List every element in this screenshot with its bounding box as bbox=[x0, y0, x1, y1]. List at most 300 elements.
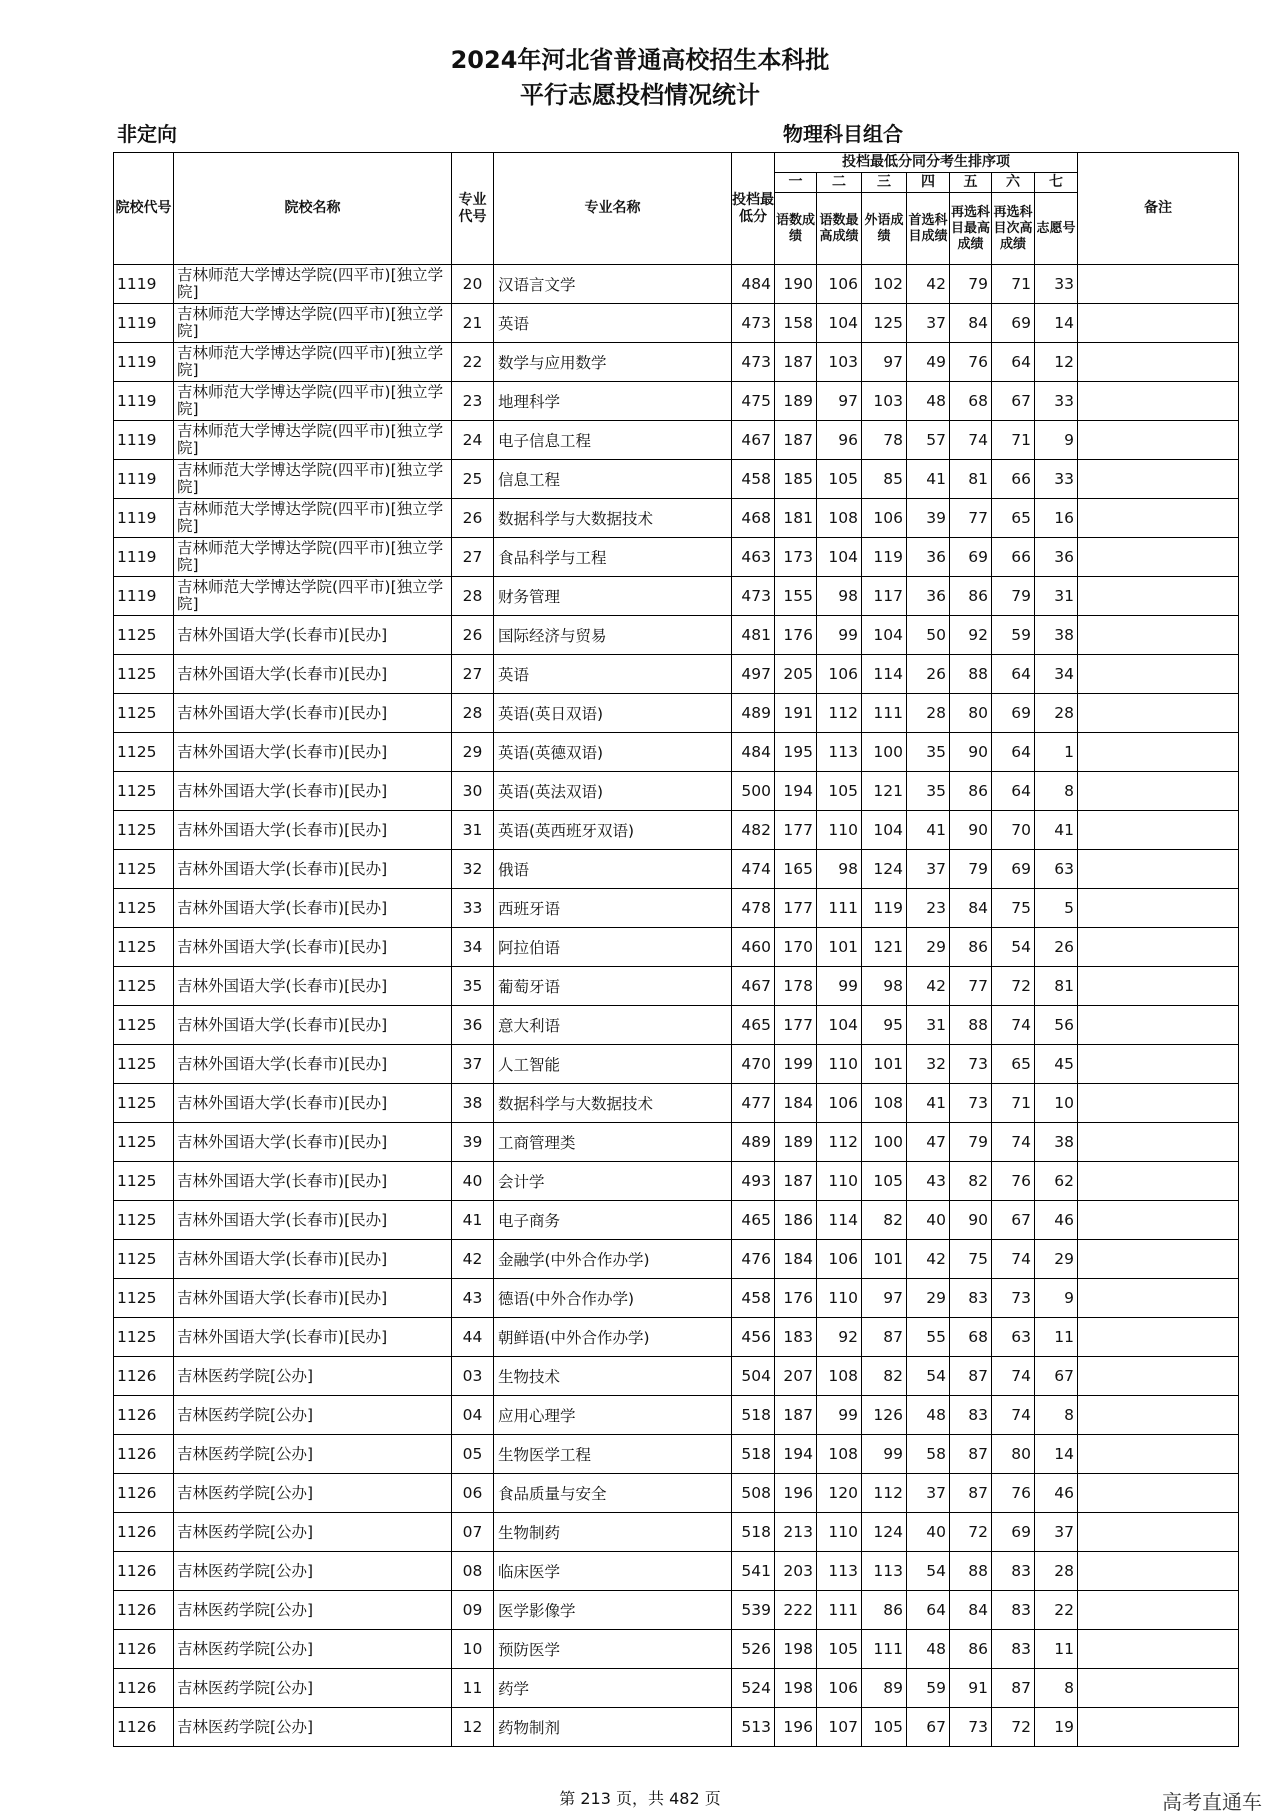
table-row bbox=[114, 538, 1239, 577]
remark-cell bbox=[1078, 577, 1239, 616]
rank6-cell: 72 bbox=[992, 967, 1035, 1006]
school-code-cell: 1126 bbox=[114, 1630, 174, 1669]
rank2-cell: 106 bbox=[817, 1084, 862, 1123]
rank1-cell: 176 bbox=[775, 1279, 817, 1318]
table-row bbox=[114, 811, 1239, 850]
min-score-cell: 473 bbox=[732, 304, 775, 343]
rank5-cell: 68 bbox=[950, 382, 992, 421]
table-row bbox=[114, 1513, 1239, 1552]
table-row bbox=[114, 967, 1239, 1006]
table-header bbox=[114, 153, 1239, 265]
major-code-cell: 32 bbox=[452, 850, 494, 889]
rank5-cell: 86 bbox=[950, 577, 992, 616]
rank2-cell: 99 bbox=[817, 1396, 862, 1435]
remark-cell bbox=[1078, 1708, 1239, 1747]
rank3-cell: 85 bbox=[862, 460, 907, 499]
rank1-cell: 194 bbox=[775, 1435, 817, 1474]
rank6-cell: 59 bbox=[992, 616, 1035, 655]
major-code-cell: 11 bbox=[452, 1669, 494, 1708]
major-name-cell: 朝鲜语(中外合作办学) bbox=[494, 1318, 732, 1357]
rank1-cell: 158 bbox=[775, 304, 817, 343]
rank5-cell: 80 bbox=[950, 694, 992, 733]
rank1-cell: 183 bbox=[775, 1318, 817, 1357]
min-score-cell: 493 bbox=[732, 1162, 775, 1201]
remark-cell bbox=[1078, 499, 1239, 538]
rank1-cell: 190 bbox=[775, 265, 817, 304]
school-name-cell: 吉林医药学院[公办] bbox=[174, 1669, 452, 1708]
rank7-cell: 14 bbox=[1035, 304, 1078, 343]
rank3-cell: 100 bbox=[862, 1123, 907, 1162]
major-name-cell: 俄语 bbox=[494, 850, 732, 889]
rank7-cell: 11 bbox=[1035, 1630, 1078, 1669]
school-name-cell: 吉林外国语大学(长春市)[民办] bbox=[174, 1201, 452, 1240]
school-name-cell: 吉林外国语大学(长春市)[民办] bbox=[174, 616, 452, 655]
major-code-cell: 23 bbox=[452, 382, 494, 421]
header-rank-item-3: 外语成绩 bbox=[862, 193, 907, 265]
rank7-cell: 33 bbox=[1035, 460, 1078, 499]
rank5-cell: 87 bbox=[950, 1357, 992, 1396]
remark-cell bbox=[1078, 1084, 1239, 1123]
major-code-cell: 04 bbox=[452, 1396, 494, 1435]
school-name-cell: 吉林外国语大学(长春市)[民办] bbox=[174, 1318, 452, 1357]
remark-cell bbox=[1078, 1123, 1239, 1162]
school-name-cell: 吉林外国语大学(长春市)[民办] bbox=[174, 967, 452, 1006]
rank1-cell: 194 bbox=[775, 772, 817, 811]
min-score-cell: 489 bbox=[732, 694, 775, 733]
rank1-cell: 196 bbox=[775, 1708, 817, 1747]
rank5-cell: 79 bbox=[950, 1123, 992, 1162]
rank6-cell: 87 bbox=[992, 1669, 1035, 1708]
rank7-cell: 9 bbox=[1035, 1279, 1078, 1318]
rank7-cell: 22 bbox=[1035, 1591, 1078, 1630]
rank5-cell: 73 bbox=[950, 1708, 992, 1747]
major-code-cell: 34 bbox=[452, 928, 494, 967]
rank2-cell: 92 bbox=[817, 1318, 862, 1357]
major-code-cell: 09 bbox=[452, 1591, 494, 1630]
rank7-cell: 8 bbox=[1035, 1396, 1078, 1435]
min-score-cell: 458 bbox=[732, 1279, 775, 1318]
rank2-cell: 120 bbox=[817, 1474, 862, 1513]
header-order-1: 一 bbox=[775, 173, 817, 193]
table-row bbox=[114, 928, 1239, 967]
rank7-cell: 14 bbox=[1035, 1435, 1078, 1474]
table-row bbox=[114, 889, 1239, 928]
major-code-cell: 26 bbox=[452, 499, 494, 538]
header-remark: 备注 bbox=[1078, 153, 1239, 265]
major-name-cell: 数学与应用数学 bbox=[494, 343, 732, 382]
major-name-cell: 阿拉伯语 bbox=[494, 928, 732, 967]
min-score-cell: 467 bbox=[732, 967, 775, 1006]
school-code-cell: 1125 bbox=[114, 1201, 174, 1240]
major-code-cell: 05 bbox=[452, 1435, 494, 1474]
category-label: 非定向 bbox=[117, 122, 177, 146]
rank4-cell: 41 bbox=[907, 460, 950, 499]
school-code-cell: 1125 bbox=[114, 1162, 174, 1201]
rank5-cell: 76 bbox=[950, 343, 992, 382]
school-name-cell: 吉林师范大学博达学院(四平市)[独立学院] bbox=[174, 343, 452, 382]
school-code-cell: 1119 bbox=[114, 421, 174, 460]
rank1-cell: 177 bbox=[775, 1006, 817, 1045]
major-name-cell: 医学影像学 bbox=[494, 1591, 732, 1630]
rank2-cell: 110 bbox=[817, 811, 862, 850]
school-code-cell: 1119 bbox=[114, 460, 174, 499]
rank6-cell: 76 bbox=[992, 1162, 1035, 1201]
rank1-cell: 178 bbox=[775, 967, 817, 1006]
rank3-cell: 98 bbox=[862, 967, 907, 1006]
rank5-cell: 79 bbox=[950, 850, 992, 889]
major-code-cell: 31 bbox=[452, 811, 494, 850]
table-row bbox=[114, 1357, 1239, 1396]
rank1-cell: 191 bbox=[775, 694, 817, 733]
remark-cell bbox=[1078, 850, 1239, 889]
rank1-cell: 170 bbox=[775, 928, 817, 967]
rank2-cell: 98 bbox=[817, 577, 862, 616]
rank1-cell: 177 bbox=[775, 811, 817, 850]
school-name-cell: 吉林医药学院[公办] bbox=[174, 1591, 452, 1630]
header-major-name: 专业名称 bbox=[494, 153, 732, 265]
rank7-cell: 37 bbox=[1035, 1513, 1078, 1552]
rank3-cell: 111 bbox=[862, 1630, 907, 1669]
rank6-cell: 83 bbox=[992, 1591, 1035, 1630]
major-code-cell: 37 bbox=[452, 1045, 494, 1084]
min-score-cell: 474 bbox=[732, 850, 775, 889]
major-name-cell: 工商管理类 bbox=[494, 1123, 732, 1162]
school-code-cell: 1125 bbox=[114, 694, 174, 733]
rank3-cell: 103 bbox=[862, 382, 907, 421]
rank2-cell: 99 bbox=[817, 967, 862, 1006]
school-name-cell: 吉林师范大学博达学院(四平市)[独立学院] bbox=[174, 421, 452, 460]
school-code-cell: 1126 bbox=[114, 1513, 174, 1552]
rank5-cell: 83 bbox=[950, 1396, 992, 1435]
rank2-cell: 110 bbox=[817, 1513, 862, 1552]
remark-cell bbox=[1078, 304, 1239, 343]
table-row bbox=[114, 421, 1239, 460]
rank7-cell: 36 bbox=[1035, 538, 1078, 577]
school-code-cell: 1126 bbox=[114, 1708, 174, 1747]
min-score-cell: 482 bbox=[732, 811, 775, 850]
rank2-cell: 113 bbox=[817, 733, 862, 772]
rank5-cell: 88 bbox=[950, 1006, 992, 1045]
school-code-cell: 1119 bbox=[114, 265, 174, 304]
rank6-cell: 74 bbox=[992, 1396, 1035, 1435]
header-order-4: 四 bbox=[907, 173, 950, 193]
major-name-cell: 金融学(中外合作办学) bbox=[494, 1240, 732, 1279]
remark-cell bbox=[1078, 1435, 1239, 1474]
remark-cell bbox=[1078, 811, 1239, 850]
remark-cell bbox=[1078, 655, 1239, 694]
min-score-cell: 524 bbox=[732, 1669, 775, 1708]
school-code-cell: 1126 bbox=[114, 1474, 174, 1513]
min-score-cell: 473 bbox=[732, 343, 775, 382]
rank7-cell: 28 bbox=[1035, 694, 1078, 733]
school-name-cell: 吉林外国语大学(长春市)[民办] bbox=[174, 1045, 452, 1084]
rank6-cell: 80 bbox=[992, 1435, 1035, 1474]
rank3-cell: 112 bbox=[862, 1474, 907, 1513]
major-name-cell: 人工智能 bbox=[494, 1045, 732, 1084]
rank2-cell: 112 bbox=[817, 1123, 862, 1162]
school-code-cell: 1126 bbox=[114, 1357, 174, 1396]
rank1-cell: 177 bbox=[775, 889, 817, 928]
rank2-cell: 113 bbox=[817, 1552, 862, 1591]
rank3-cell: 125 bbox=[862, 304, 907, 343]
major-code-cell: 07 bbox=[452, 1513, 494, 1552]
rank3-cell: 104 bbox=[862, 811, 907, 850]
min-score-cell: 467 bbox=[732, 421, 775, 460]
min-score-cell: 518 bbox=[732, 1396, 775, 1435]
remark-cell bbox=[1078, 460, 1239, 499]
school-code-cell: 1119 bbox=[114, 382, 174, 421]
rank5-cell: 68 bbox=[950, 1318, 992, 1357]
min-score-cell: 500 bbox=[732, 772, 775, 811]
rank1-cell: 186 bbox=[775, 1201, 817, 1240]
header-rank-item-2: 语数最高成绩 bbox=[817, 193, 862, 265]
school-name-cell: 吉林外国语大学(长春市)[民办] bbox=[174, 694, 452, 733]
rank1-cell: 198 bbox=[775, 1669, 817, 1708]
school-name-cell: 吉林师范大学博达学院(四平市)[独立学院] bbox=[174, 382, 452, 421]
rank3-cell: 97 bbox=[862, 1279, 907, 1318]
rank7-cell: 29 bbox=[1035, 1240, 1078, 1279]
rank2-cell: 110 bbox=[817, 1162, 862, 1201]
remark-cell bbox=[1078, 1357, 1239, 1396]
rank2-cell: 106 bbox=[817, 655, 862, 694]
rank6-cell: 74 bbox=[992, 1006, 1035, 1045]
rank2-cell: 107 bbox=[817, 1708, 862, 1747]
min-score-cell: 478 bbox=[732, 889, 775, 928]
rank6-cell: 65 bbox=[992, 1045, 1035, 1084]
rank7-cell: 46 bbox=[1035, 1201, 1078, 1240]
rank6-cell: 65 bbox=[992, 499, 1035, 538]
school-name-cell: 吉林外国语大学(长春市)[民办] bbox=[174, 928, 452, 967]
min-score-cell: 489 bbox=[732, 1123, 775, 1162]
remark-cell bbox=[1078, 1006, 1239, 1045]
rank2-cell: 101 bbox=[817, 928, 862, 967]
min-score-cell: 497 bbox=[732, 655, 775, 694]
rank2-cell: 108 bbox=[817, 1435, 862, 1474]
min-score-cell: 470 bbox=[732, 1045, 775, 1084]
rank5-cell: 86 bbox=[950, 1630, 992, 1669]
table-row bbox=[114, 499, 1239, 538]
rank5-cell: 84 bbox=[950, 1591, 992, 1630]
document-subtitle: 平行志愿投档情况统计 bbox=[520, 81, 760, 109]
major-name-cell: 预防医学 bbox=[494, 1630, 732, 1669]
school-name-cell: 吉林外国语大学(长春市)[民办] bbox=[174, 772, 452, 811]
min-score-cell: 508 bbox=[732, 1474, 775, 1513]
table-row bbox=[114, 1240, 1239, 1279]
header-order-3: 三 bbox=[862, 173, 907, 193]
min-score-cell: 526 bbox=[732, 1630, 775, 1669]
table-row bbox=[114, 772, 1239, 811]
rank5-cell: 73 bbox=[950, 1045, 992, 1084]
rank3-cell: 124 bbox=[862, 850, 907, 889]
rank1-cell: 199 bbox=[775, 1045, 817, 1084]
header-order-5: 五 bbox=[950, 173, 992, 193]
rank7-cell: 10 bbox=[1035, 1084, 1078, 1123]
min-score-cell: 518 bbox=[732, 1435, 775, 1474]
rank3-cell: 105 bbox=[862, 1162, 907, 1201]
rank5-cell: 83 bbox=[950, 1279, 992, 1318]
school-name-cell: 吉林外国语大学(长春市)[民办] bbox=[174, 1240, 452, 1279]
min-score-cell: 468 bbox=[732, 499, 775, 538]
rank6-cell: 67 bbox=[992, 382, 1035, 421]
header-major-code: 专业代号 bbox=[452, 153, 494, 265]
rank4-cell: 54 bbox=[907, 1552, 950, 1591]
header-ranking-group: 投档最低分同分考生排序项 bbox=[775, 153, 1078, 173]
rank6-cell: 67 bbox=[992, 1201, 1035, 1240]
table-row bbox=[114, 616, 1239, 655]
major-name-cell: 应用心理学 bbox=[494, 1396, 732, 1435]
school-name-cell: 吉林师范大学博达学院(四平市)[独立学院] bbox=[174, 538, 452, 577]
rank4-cell: 37 bbox=[907, 1474, 950, 1513]
rank2-cell: 105 bbox=[817, 1630, 862, 1669]
rank4-cell: 48 bbox=[907, 382, 950, 421]
header-rank-item-4: 首选科目成绩 bbox=[907, 193, 950, 265]
rank6-cell: 70 bbox=[992, 811, 1035, 850]
major-code-cell: 41 bbox=[452, 1201, 494, 1240]
major-code-cell: 35 bbox=[452, 967, 494, 1006]
table-row bbox=[114, 1552, 1239, 1591]
remark-cell bbox=[1078, 343, 1239, 382]
rank6-cell: 66 bbox=[992, 538, 1035, 577]
rank6-cell: 69 bbox=[992, 1513, 1035, 1552]
rank3-cell: 82 bbox=[862, 1357, 907, 1396]
major-code-cell: 24 bbox=[452, 421, 494, 460]
major-code-cell: 39 bbox=[452, 1123, 494, 1162]
major-name-cell: 英语(英西班牙双语) bbox=[494, 811, 732, 850]
rank3-cell: 114 bbox=[862, 655, 907, 694]
major-name-cell: 食品科学与工程 bbox=[494, 538, 732, 577]
major-code-cell: 25 bbox=[452, 460, 494, 499]
min-score-cell: 465 bbox=[732, 1201, 775, 1240]
rank5-cell: 74 bbox=[950, 421, 992, 460]
school-code-cell: 1125 bbox=[114, 1084, 174, 1123]
rank4-cell: 42 bbox=[907, 1240, 950, 1279]
rank5-cell: 81 bbox=[950, 460, 992, 499]
major-code-cell: 26 bbox=[452, 616, 494, 655]
rank6-cell: 73 bbox=[992, 1279, 1035, 1318]
rank7-cell: 62 bbox=[1035, 1162, 1078, 1201]
rank7-cell: 28 bbox=[1035, 1552, 1078, 1591]
table-row bbox=[114, 265, 1239, 304]
rank3-cell: 101 bbox=[862, 1240, 907, 1279]
rank2-cell: 108 bbox=[817, 1357, 862, 1396]
major-code-cell: 36 bbox=[452, 1006, 494, 1045]
remark-cell bbox=[1078, 1240, 1239, 1279]
major-code-cell: 06 bbox=[452, 1474, 494, 1513]
school-code-cell: 1125 bbox=[114, 1279, 174, 1318]
min-score-cell: 484 bbox=[732, 733, 775, 772]
rank3-cell: 113 bbox=[862, 1552, 907, 1591]
rank7-cell: 12 bbox=[1035, 343, 1078, 382]
rank6-cell: 69 bbox=[992, 850, 1035, 889]
rank2-cell: 105 bbox=[817, 772, 862, 811]
header-school-name: 院校名称 bbox=[174, 153, 452, 265]
remark-cell bbox=[1078, 928, 1239, 967]
rank1-cell: 213 bbox=[775, 1513, 817, 1552]
table-row bbox=[114, 1279, 1239, 1318]
major-name-cell: 电子商务 bbox=[494, 1201, 732, 1240]
rank1-cell: 165 bbox=[775, 850, 817, 889]
min-score-cell: 460 bbox=[732, 928, 775, 967]
rank2-cell: 114 bbox=[817, 1201, 862, 1240]
rank1-cell: 173 bbox=[775, 538, 817, 577]
rank2-cell: 111 bbox=[817, 1591, 862, 1630]
header-school-code: 院校代号 bbox=[114, 153, 174, 265]
rank3-cell: 106 bbox=[862, 499, 907, 538]
school-code-cell: 1125 bbox=[114, 1318, 174, 1357]
rank6-cell: 69 bbox=[992, 694, 1035, 733]
rank3-cell: 82 bbox=[862, 1201, 907, 1240]
major-name-cell: 生物医学工程 bbox=[494, 1435, 732, 1474]
rank4-cell: 41 bbox=[907, 1084, 950, 1123]
major-name-cell: 数据科学与大数据技术 bbox=[494, 1084, 732, 1123]
rank4-cell: 26 bbox=[907, 655, 950, 694]
rank2-cell: 96 bbox=[817, 421, 862, 460]
rank5-cell: 77 bbox=[950, 967, 992, 1006]
school-name-cell: 吉林外国语大学(长春市)[民办] bbox=[174, 1123, 452, 1162]
table-row bbox=[114, 304, 1239, 343]
rank6-cell: 64 bbox=[992, 343, 1035, 382]
rank2-cell: 104 bbox=[817, 1006, 862, 1045]
rank5-cell: 73 bbox=[950, 1084, 992, 1123]
rank4-cell: 23 bbox=[907, 889, 950, 928]
rank6-cell: 64 bbox=[992, 733, 1035, 772]
school-code-cell: 1125 bbox=[114, 850, 174, 889]
rank3-cell: 119 bbox=[862, 889, 907, 928]
school-code-cell: 1119 bbox=[114, 304, 174, 343]
rank6-cell: 63 bbox=[992, 1318, 1035, 1357]
rank1-cell: 187 bbox=[775, 421, 817, 460]
rank2-cell: 105 bbox=[817, 460, 862, 499]
rank7-cell: 38 bbox=[1035, 616, 1078, 655]
school-name-cell: 吉林医药学院[公办] bbox=[174, 1513, 452, 1552]
rank5-cell: 87 bbox=[950, 1435, 992, 1474]
table-body bbox=[114, 265, 1239, 1747]
rank2-cell: 97 bbox=[817, 382, 862, 421]
table-row bbox=[114, 1084, 1239, 1123]
rank4-cell: 64 bbox=[907, 1591, 950, 1630]
rank4-cell: 43 bbox=[907, 1162, 950, 1201]
school-code-cell: 1126 bbox=[114, 1396, 174, 1435]
rank5-cell: 75 bbox=[950, 1240, 992, 1279]
major-name-cell: 会计学 bbox=[494, 1162, 732, 1201]
rank5-cell: 92 bbox=[950, 616, 992, 655]
major-code-cell: 08 bbox=[452, 1552, 494, 1591]
min-score-cell: 465 bbox=[732, 1006, 775, 1045]
major-name-cell: 药学 bbox=[494, 1669, 732, 1708]
rank3-cell: 100 bbox=[862, 733, 907, 772]
school-code-cell: 1126 bbox=[114, 1435, 174, 1474]
school-code-cell: 1125 bbox=[114, 616, 174, 655]
table-row bbox=[114, 460, 1239, 499]
table-row bbox=[114, 1708, 1239, 1747]
table-row bbox=[114, 1162, 1239, 1201]
rank4-cell: 40 bbox=[907, 1513, 950, 1552]
subject-combination-label: 物理科目组合 bbox=[783, 122, 903, 146]
rank3-cell: 126 bbox=[862, 1396, 907, 1435]
major-code-cell: 29 bbox=[452, 733, 494, 772]
rank4-cell: 49 bbox=[907, 343, 950, 382]
rank6-cell: 72 bbox=[992, 1708, 1035, 1747]
rank4-cell: 57 bbox=[907, 421, 950, 460]
rank5-cell: 88 bbox=[950, 655, 992, 694]
rank4-cell: 48 bbox=[907, 1630, 950, 1669]
school-code-cell: 1126 bbox=[114, 1591, 174, 1630]
remark-cell bbox=[1078, 1552, 1239, 1591]
school-name-cell: 吉林外国语大学(长春市)[民办] bbox=[174, 850, 452, 889]
rank6-cell: 64 bbox=[992, 655, 1035, 694]
major-code-cell: 43 bbox=[452, 1279, 494, 1318]
min-score-cell: 463 bbox=[732, 538, 775, 577]
